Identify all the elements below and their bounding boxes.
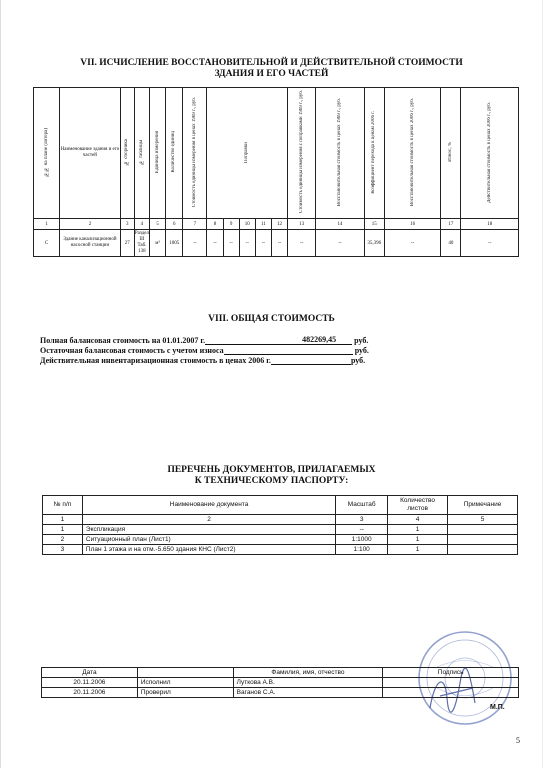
sig-fio: Луткова А.В. [233, 678, 383, 688]
signatures-table [41, 667, 519, 698]
sig-role: Исполнил [137, 678, 233, 688]
col-number: 3 [120, 219, 134, 230]
col-doc-name-header: Наименование документа [82, 496, 335, 515]
sig-date: 20.11.2006 [42, 678, 138, 688]
table-header-row [34, 88, 519, 219]
col-number: 10 [239, 219, 255, 230]
table-row [43, 545, 518, 555]
stamp-place-label: М.П. [490, 704, 505, 711]
sig-signature [383, 678, 519, 688]
col-number: 13 [288, 219, 316, 230]
col-number: 11 [255, 219, 271, 230]
col-actual-cost-header: Действительная стоимость в ценах 2006 г., руб. [461, 88, 519, 219]
table-row [43, 525, 518, 535]
cell-correction: -- [271, 230, 287, 257]
cell-restore-2006: -- [384, 230, 440, 257]
cell-unit-cost: -- [183, 230, 207, 257]
doc-num: 3 [43, 545, 83, 555]
residual-cost-label: Остаточная балансовая стоимость с учетом износа [40, 346, 224, 355]
unit-label: руб. [354, 336, 369, 345]
actual-inventory-cost-label: Действительная инвентаризационная стоимость в ценах 2006 г. [40, 356, 271, 365]
valuation-table [33, 87, 519, 257]
section7-title-line1: VII. ИСЧИСЛЕНИЕ ВОССТАНОВИТЕЛЬНОЙ И ДЕЙСТВИТЕЛЬНОЙ СТОИМОСТИ [80, 58, 463, 68]
full-balance-cost-line [40, 335, 368, 345]
col-qty-header: Количество единиц [166, 88, 183, 219]
cell-restore-1969: -- [316, 230, 364, 257]
col-number: 17 [441, 219, 461, 230]
col-number: 2 [82, 515, 335, 525]
col-number: 2 [60, 219, 120, 230]
full-balance-cost-value: 482269,45 [205, 335, 352, 345]
col-number: 15 [364, 219, 384, 230]
actual-inventory-cost-value [271, 355, 351, 365]
full-balance-cost-label: Полная балансовая стоимость на 01.01.2007 г. [40, 336, 206, 345]
col-restore-2006-header: Восстановительная стоимость в ценах 2006 г., руб. [384, 88, 440, 219]
col-number: 5 [448, 515, 518, 525]
doc-count: 1 [388, 535, 448, 545]
doc-note [448, 525, 518, 535]
col-number: 6 [166, 219, 183, 230]
doc-name: План 1 этажа и на отм.-5.650 здания КНС (Лист2) [82, 545, 335, 555]
documents-header-row [43, 496, 518, 515]
col-litera-header: №№ на плане (литера) [34, 88, 60, 219]
cell-corrected-cost: -- [288, 230, 316, 257]
cell-table: Раздел III Таб. 138 [134, 230, 149, 257]
documents-table [42, 495, 518, 555]
col-corrections-header: Поправки [207, 88, 288, 219]
table-row [42, 678, 519, 688]
cell-qty: 1005 [166, 230, 183, 257]
table-row [34, 230, 519, 257]
col-number: 1 [43, 515, 83, 525]
col-number: 9 [223, 219, 239, 230]
col-restore-1969-header: Восстановительная стоимость в ценах 1969 г., руб. [316, 88, 364, 219]
cell-wear: 40 [441, 230, 461, 257]
unit-label: руб. [350, 356, 366, 365]
cell-sbornik: 27 [120, 230, 134, 257]
table-row [43, 535, 518, 545]
col-number: 3 [336, 515, 388, 525]
col-date-header: Дата [42, 668, 138, 678]
documents-title-line1: ПЕРЕЧЕНЬ ДОКУМЕНТОВ, ПРИЛАГАЕМЫХ [167, 465, 376, 475]
doc-name: Ситуационный план (Лист1) [82, 535, 335, 545]
section7-title [0, 58, 543, 80]
col-num-header: № п/п [43, 496, 83, 515]
col-number: 16 [384, 219, 440, 230]
doc-name: Экспликация [82, 525, 335, 535]
col-number: 1 [34, 219, 60, 230]
doc-scale: 1:1000 [336, 535, 388, 545]
col-number: 8 [207, 219, 223, 230]
col-wear-header: Износ, % [441, 88, 461, 219]
table-row [42, 688, 519, 698]
sig-fio: Ваганов С.А. [233, 688, 383, 698]
doc-scale: -- [336, 525, 388, 535]
col-sign-header: Подпись [383, 668, 519, 678]
sig-date: 20.11.2006 [42, 688, 138, 698]
doc-note [448, 535, 518, 545]
cell-coef: 35,396 [364, 230, 384, 257]
col-number: 7 [183, 219, 207, 230]
column-number-row [43, 515, 518, 525]
doc-num: 1 [43, 525, 83, 535]
page-number: 5 [516, 736, 520, 745]
col-number: 14 [316, 219, 364, 230]
cell-building-name: Здание канализационной насосной станции [60, 230, 120, 257]
residual-cost-line [40, 345, 369, 355]
doc-note [448, 545, 518, 555]
col-fio-header: Фамилия, имя, отчество [233, 668, 383, 678]
col-sbornik-header: № сборника [120, 88, 134, 219]
documents-title [0, 465, 543, 487]
cell-correction: -- [223, 230, 239, 257]
col-unit-cost-header: Стоимость единицы измерения в ценах 1969 г., руб. [183, 88, 207, 219]
cell-litera: С [34, 230, 60, 257]
doc-scale: 1:100 [336, 545, 388, 555]
col-coef-header: Коэффициент перехода к ценам 2006 г. [364, 88, 384, 219]
section7-title-line2: ЗДАНИЯ И ЕГО ЧАСТЕЙ [214, 69, 329, 79]
doc-count: 1 [388, 525, 448, 535]
cell-unit: м³ [150, 230, 166, 257]
col-note-header: Примечание [448, 496, 518, 515]
cell-actual-cost: -- [461, 230, 519, 257]
col-count-header: Количество листов [388, 496, 448, 515]
col-name-header: Наименование здания и его частей [60, 88, 120, 219]
cell-correction: -- [239, 230, 255, 257]
unit-label: руб. [354, 346, 369, 355]
col-table-header: № таблицы [134, 88, 149, 219]
residual-cost-value [224, 345, 353, 355]
col-corrected-cost-header: Стоимость единицы измерения с поправками 1969 г., руб. [288, 88, 316, 219]
actual-inventory-cost-line [40, 355, 365, 365]
sig-role: Проверил [137, 688, 233, 698]
col-number: 18 [461, 219, 519, 230]
col-number: 5 [150, 219, 166, 230]
col-number: 4 [134, 219, 149, 230]
signatures-header-row [42, 668, 519, 678]
col-unit-header: Единица измерения [150, 88, 166, 219]
column-number-row [34, 219, 519, 230]
section8-title: VIII. ОБЩАЯ СТОИМОСТЬ [208, 314, 335, 324]
sig-signature [383, 688, 519, 698]
cell-correction: -- [255, 230, 271, 257]
doc-count: 1 [388, 545, 448, 555]
doc-num: 2 [43, 535, 83, 545]
documents-title-line2: К ТЕХНИЧЕСКОМУ ПАСПОРТУ: [194, 476, 349, 486]
col-number: 12 [271, 219, 287, 230]
cell-correction: -- [207, 230, 223, 257]
col-scale-header: Масштаб [336, 496, 388, 515]
col-number: 4 [388, 515, 448, 525]
